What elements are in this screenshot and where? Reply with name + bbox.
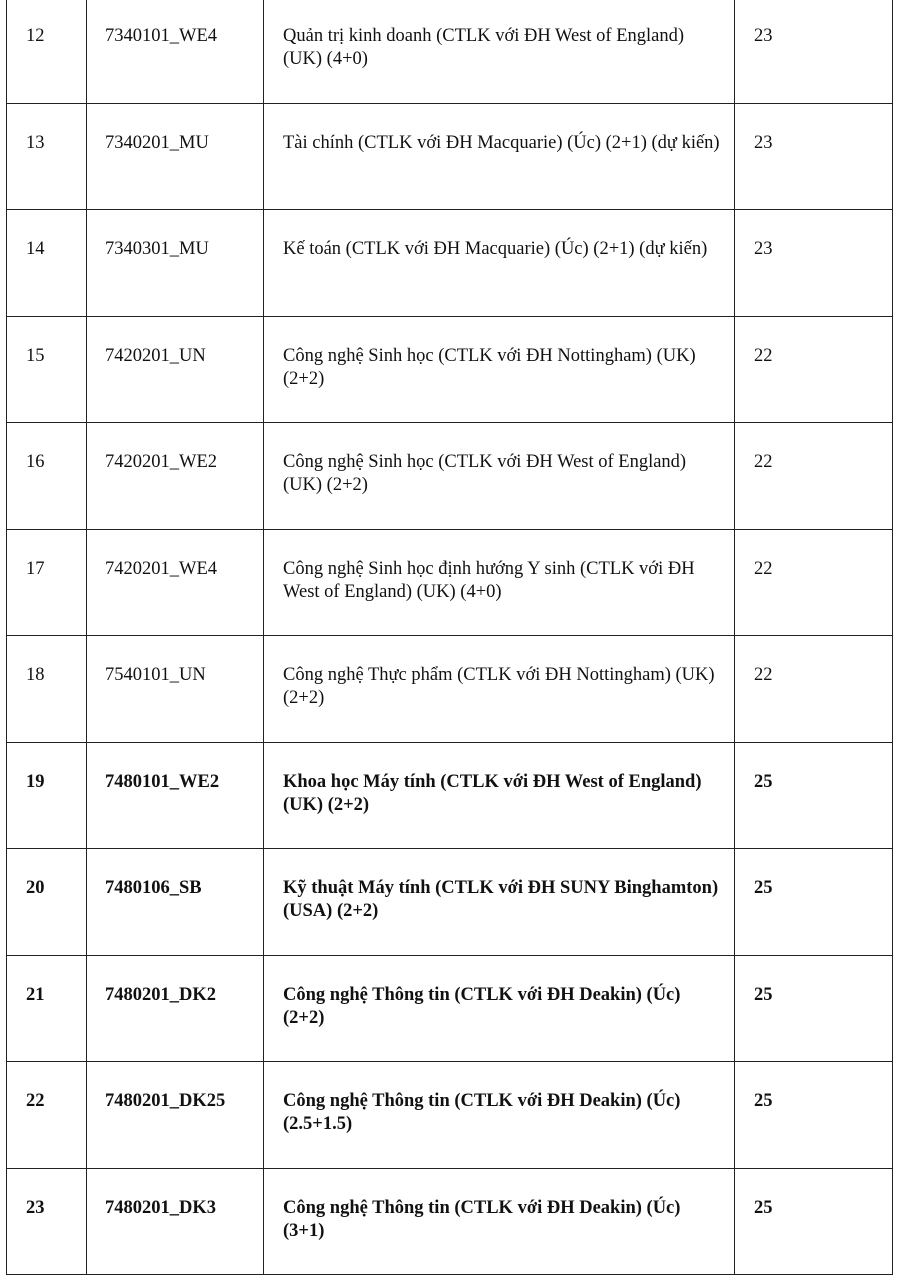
score-cell	[735, 955, 893, 1062]
score-cell	[735, 636, 893, 743]
score: 25	[754, 771, 773, 792]
row-number: 21	[26, 984, 45, 1005]
table-row	[7, 955, 893, 1062]
score: 22	[754, 345, 773, 366]
row-number: 18	[26, 665, 45, 685]
program-name-cell	[264, 103, 735, 210]
table-row	[7, 1062, 893, 1169]
table-row	[7, 423, 893, 530]
program-name: Kế toán (CTLK với ĐH Macquarie) (Úc) (2+1) (dự kiến)	[283, 239, 708, 259]
program-code-cell	[87, 529, 264, 636]
program-code-cell	[87, 103, 264, 210]
program-name: Công nghệ Thông tin (CTLK với ĐH Deakin) (Úc) (3+1)	[283, 1197, 681, 1241]
row-number-cell	[7, 1062, 87, 1169]
program-table-body	[7, 0, 893, 1275]
row-number: 20	[26, 878, 45, 898]
score: 25	[754, 878, 773, 898]
row-number-cell	[7, 849, 87, 956]
row-number-cell	[7, 529, 87, 636]
table-row	[7, 636, 893, 743]
score: 23	[754, 239, 773, 259]
row-number-cell	[7, 0, 87, 103]
program-name: Kỹ thuật Máy tính (CTLK với ĐH SUNY Binghamton) (USA) (2+2)	[283, 878, 719, 921]
program-code: 7480201_DK2	[105, 984, 216, 1005]
table-row	[7, 103, 893, 210]
score-cell	[735, 0, 893, 103]
score-cell	[735, 1168, 893, 1275]
row-number: 15	[26, 345, 45, 366]
program-name-cell	[264, 1062, 735, 1169]
program-code-cell	[87, 955, 264, 1062]
program-name: Khoa học Máy tính (CTLK với ĐH West of England) (UK) (2+2)	[283, 771, 702, 815]
program-code-cell	[87, 1062, 264, 1169]
program-name-cell	[264, 529, 735, 636]
program-code: 7420201_WE2	[105, 452, 218, 472]
program-name-cell	[264, 210, 735, 317]
program-name-cell	[264, 0, 735, 103]
program-code: 7420201_WE4	[105, 558, 218, 579]
program-code-cell	[87, 636, 264, 743]
score: 25	[754, 984, 773, 1005]
program-name-cell	[264, 1168, 735, 1275]
table-row	[7, 742, 893, 849]
program-name-cell	[264, 955, 735, 1062]
program-name: Công nghệ Sinh học (CTLK với ĐH West of England) (UK) (2+2)	[283, 452, 687, 495]
program-name-cell	[264, 316, 735, 423]
score-cell	[735, 1062, 893, 1169]
program-name-cell	[264, 636, 735, 743]
program-table-sheet	[6, 0, 892, 1275]
score-cell	[735, 849, 893, 956]
score: 22	[754, 558, 773, 579]
row-number: 12	[26, 26, 45, 46]
program-table	[6, 0, 893, 1275]
program-name-cell	[264, 849, 735, 956]
program-code: 7480106_SB	[105, 878, 202, 898]
table-row	[7, 849, 893, 956]
program-name-cell	[264, 423, 735, 530]
program-code: 7340101_WE4	[105, 26, 218, 46]
table-row	[7, 210, 893, 317]
program-code: 7340301_MU	[105, 239, 209, 259]
program-code-cell	[87, 423, 264, 530]
score: 25	[754, 1091, 773, 1111]
program-code: 7340201_MU	[105, 132, 209, 153]
score: 22	[754, 665, 773, 685]
program-name: Công nghệ Sinh học định hướng Y sinh (CTLK với ĐH West of England) (UK) (4+0)	[283, 558, 695, 602]
score-cell	[735, 423, 893, 530]
program-code: 7420201_UN	[105, 345, 206, 366]
score: 25	[754, 1197, 773, 1218]
table-row	[7, 529, 893, 636]
row-number-cell	[7, 423, 87, 530]
row-number: 17	[26, 558, 45, 579]
row-number: 22	[26, 1091, 45, 1111]
program-code-cell	[87, 742, 264, 849]
program-code-cell	[87, 316, 264, 423]
score-cell	[735, 316, 893, 423]
row-number: 23	[26, 1197, 45, 1218]
program-code: 7480101_WE2	[105, 771, 220, 792]
row-number: 14	[26, 239, 45, 259]
score-cell	[735, 103, 893, 210]
row-number: 16	[26, 452, 45, 472]
row-number-cell	[7, 636, 87, 743]
row-number-cell	[7, 742, 87, 849]
program-name: Tài chính (CTLK với ĐH Macquarie) (Úc) (2+1) (dự kiến)	[283, 132, 720, 153]
table-row	[7, 316, 893, 423]
score-cell	[735, 210, 893, 317]
row-number: 13	[26, 132, 45, 153]
score: 23	[754, 132, 773, 153]
row-number-cell	[7, 1168, 87, 1275]
program-name: Công nghệ Thông tin (CTLK với ĐH Deakin) (Úc) (2.5+1.5)	[283, 1091, 681, 1134]
program-name: Công nghệ Thực phẩm (CTLK với ĐH Nottingham) (UK) (2+2)	[283, 665, 715, 708]
program-code: 7540101_UN	[105, 665, 206, 685]
score: 22	[754, 452, 773, 472]
program-name: Công nghệ Sinh học (CTLK với ĐH Nottingham) (UK) (2+2)	[283, 345, 696, 389]
row-number-cell	[7, 316, 87, 423]
row-number-cell	[7, 103, 87, 210]
program-code-cell	[87, 1168, 264, 1275]
row-number-cell	[7, 210, 87, 317]
program-name-cell	[264, 742, 735, 849]
program-name: Công nghệ Thông tin (CTLK với ĐH Deakin) (Úc) (2+2)	[283, 984, 681, 1028]
score-cell	[735, 742, 893, 849]
row-number-cell	[7, 955, 87, 1062]
table-row	[7, 1168, 893, 1275]
score-cell	[735, 529, 893, 636]
program-code-cell	[87, 0, 264, 103]
row-number: 19	[26, 771, 45, 792]
program-code: 7480201_DK3	[105, 1197, 216, 1218]
score: 23	[754, 26, 773, 46]
program-code: 7480201_DK25	[105, 1091, 226, 1111]
program-code-cell	[87, 210, 264, 317]
program-name: Quản trị kinh doanh (CTLK với ĐH West of England) (UK) (4+0)	[283, 26, 685, 69]
program-code-cell	[87, 849, 264, 956]
table-row	[7, 0, 893, 103]
